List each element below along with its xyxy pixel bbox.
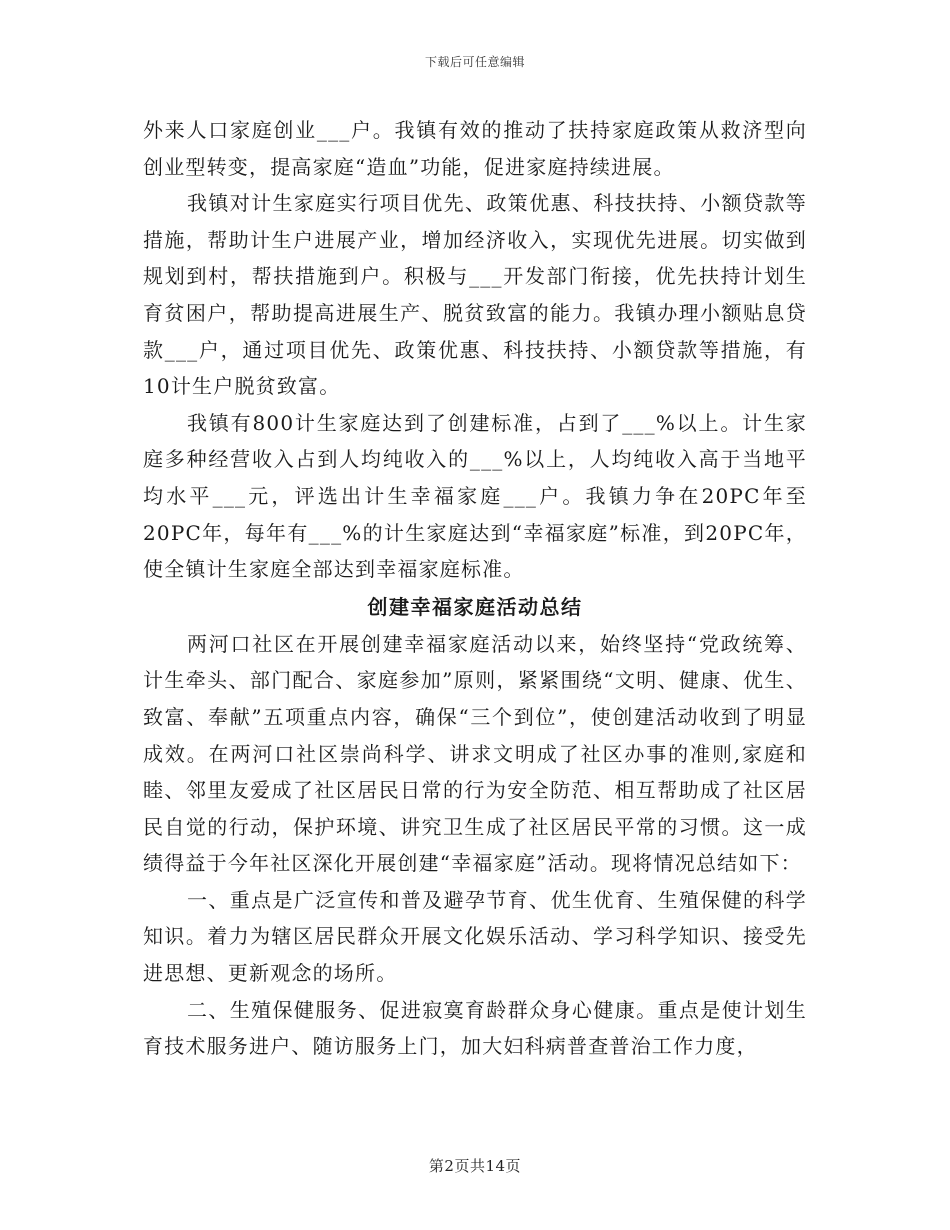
paragraph: 两河口社区在开展创建幸福家庭活动以来，始终坚持“党政统筹、计生牵头、部门配合、家庭参加”原则，紧紧围绕“文明、健康、优生、致富、奉献”五项重点内容，确保“三个到位”，使创建活动收到了明显成效。在两河口社区崇尚科学、讲求文明成了社区办事的准则,家庭和睦、邻里友爱成了社区居民日常的行为安全防范、相互帮助成了社区居民自觉的行动，保护环境、讲究卫生成了社区居民平常的习惯。这一成绩得益于今年社区深化开展创建“幸福家庭”活动。现将情况总结如下： [143,631,807,876]
paragraph: 二、生殖保健服务、促进寂寞育龄群众身心健康。重点是使计划生育技术服务进户、随访服务上门，加大妇科病普查普治工作力度， [143,997,807,1059]
page-header: 下载后可任意编辑 [424,55,525,69]
paragraph-continuation: 外来人口家庭创业___户。我镇有效的推动了扶持家庭政策从救济型向创业型转变，提高家庭“造血”功能，促进家庭持续进展。 [143,118,807,179]
paragraph: 我镇对计生家庭实行项目优先、政策优惠、科技扶持、小额贷款等措施，帮助计生户进展产业，增加经济收入，实现优先进展。切实做到规划到村，帮扶措施到户。积极与___开发部门衔接，优先扶持计划生育贫困户，帮助提高进展生产、脱贫致富的能力。我镇办理小额贴息贷款___户，通过项目优先、政策优惠、科技扶持、小额贷款等措施，有10计生户脱贫致富。 [143,191,807,399]
page-number: 第2页共14页 [428,1157,522,1175]
paragraph: 我镇有800计生家庭达到了创建标准，占到了___%以上。计生家庭多种经营收入占到人均纯收入的___%以上，人均纯收入高于当地平均水平___元，评选出计生幸福家庭___户。我镇力争在20PC年至20PC年，每年有___%的计生家庭达到“幸福家庭”标准，到20PC年，使全镇计生家庭全部达到幸福家庭标准。 [143,410,807,582]
document-body [143,112,807,1065]
section-title: 创建幸福家庭活动总结 [367,594,583,619]
paragraph: 一、重点是广泛宣传和普及避孕节育、优生优育、生殖保健的科学知识。着力为辖区居民群众开展文化娱乐活动、学习科学知识、接受先进思想、更新观念的场所。 [143,887,807,986]
